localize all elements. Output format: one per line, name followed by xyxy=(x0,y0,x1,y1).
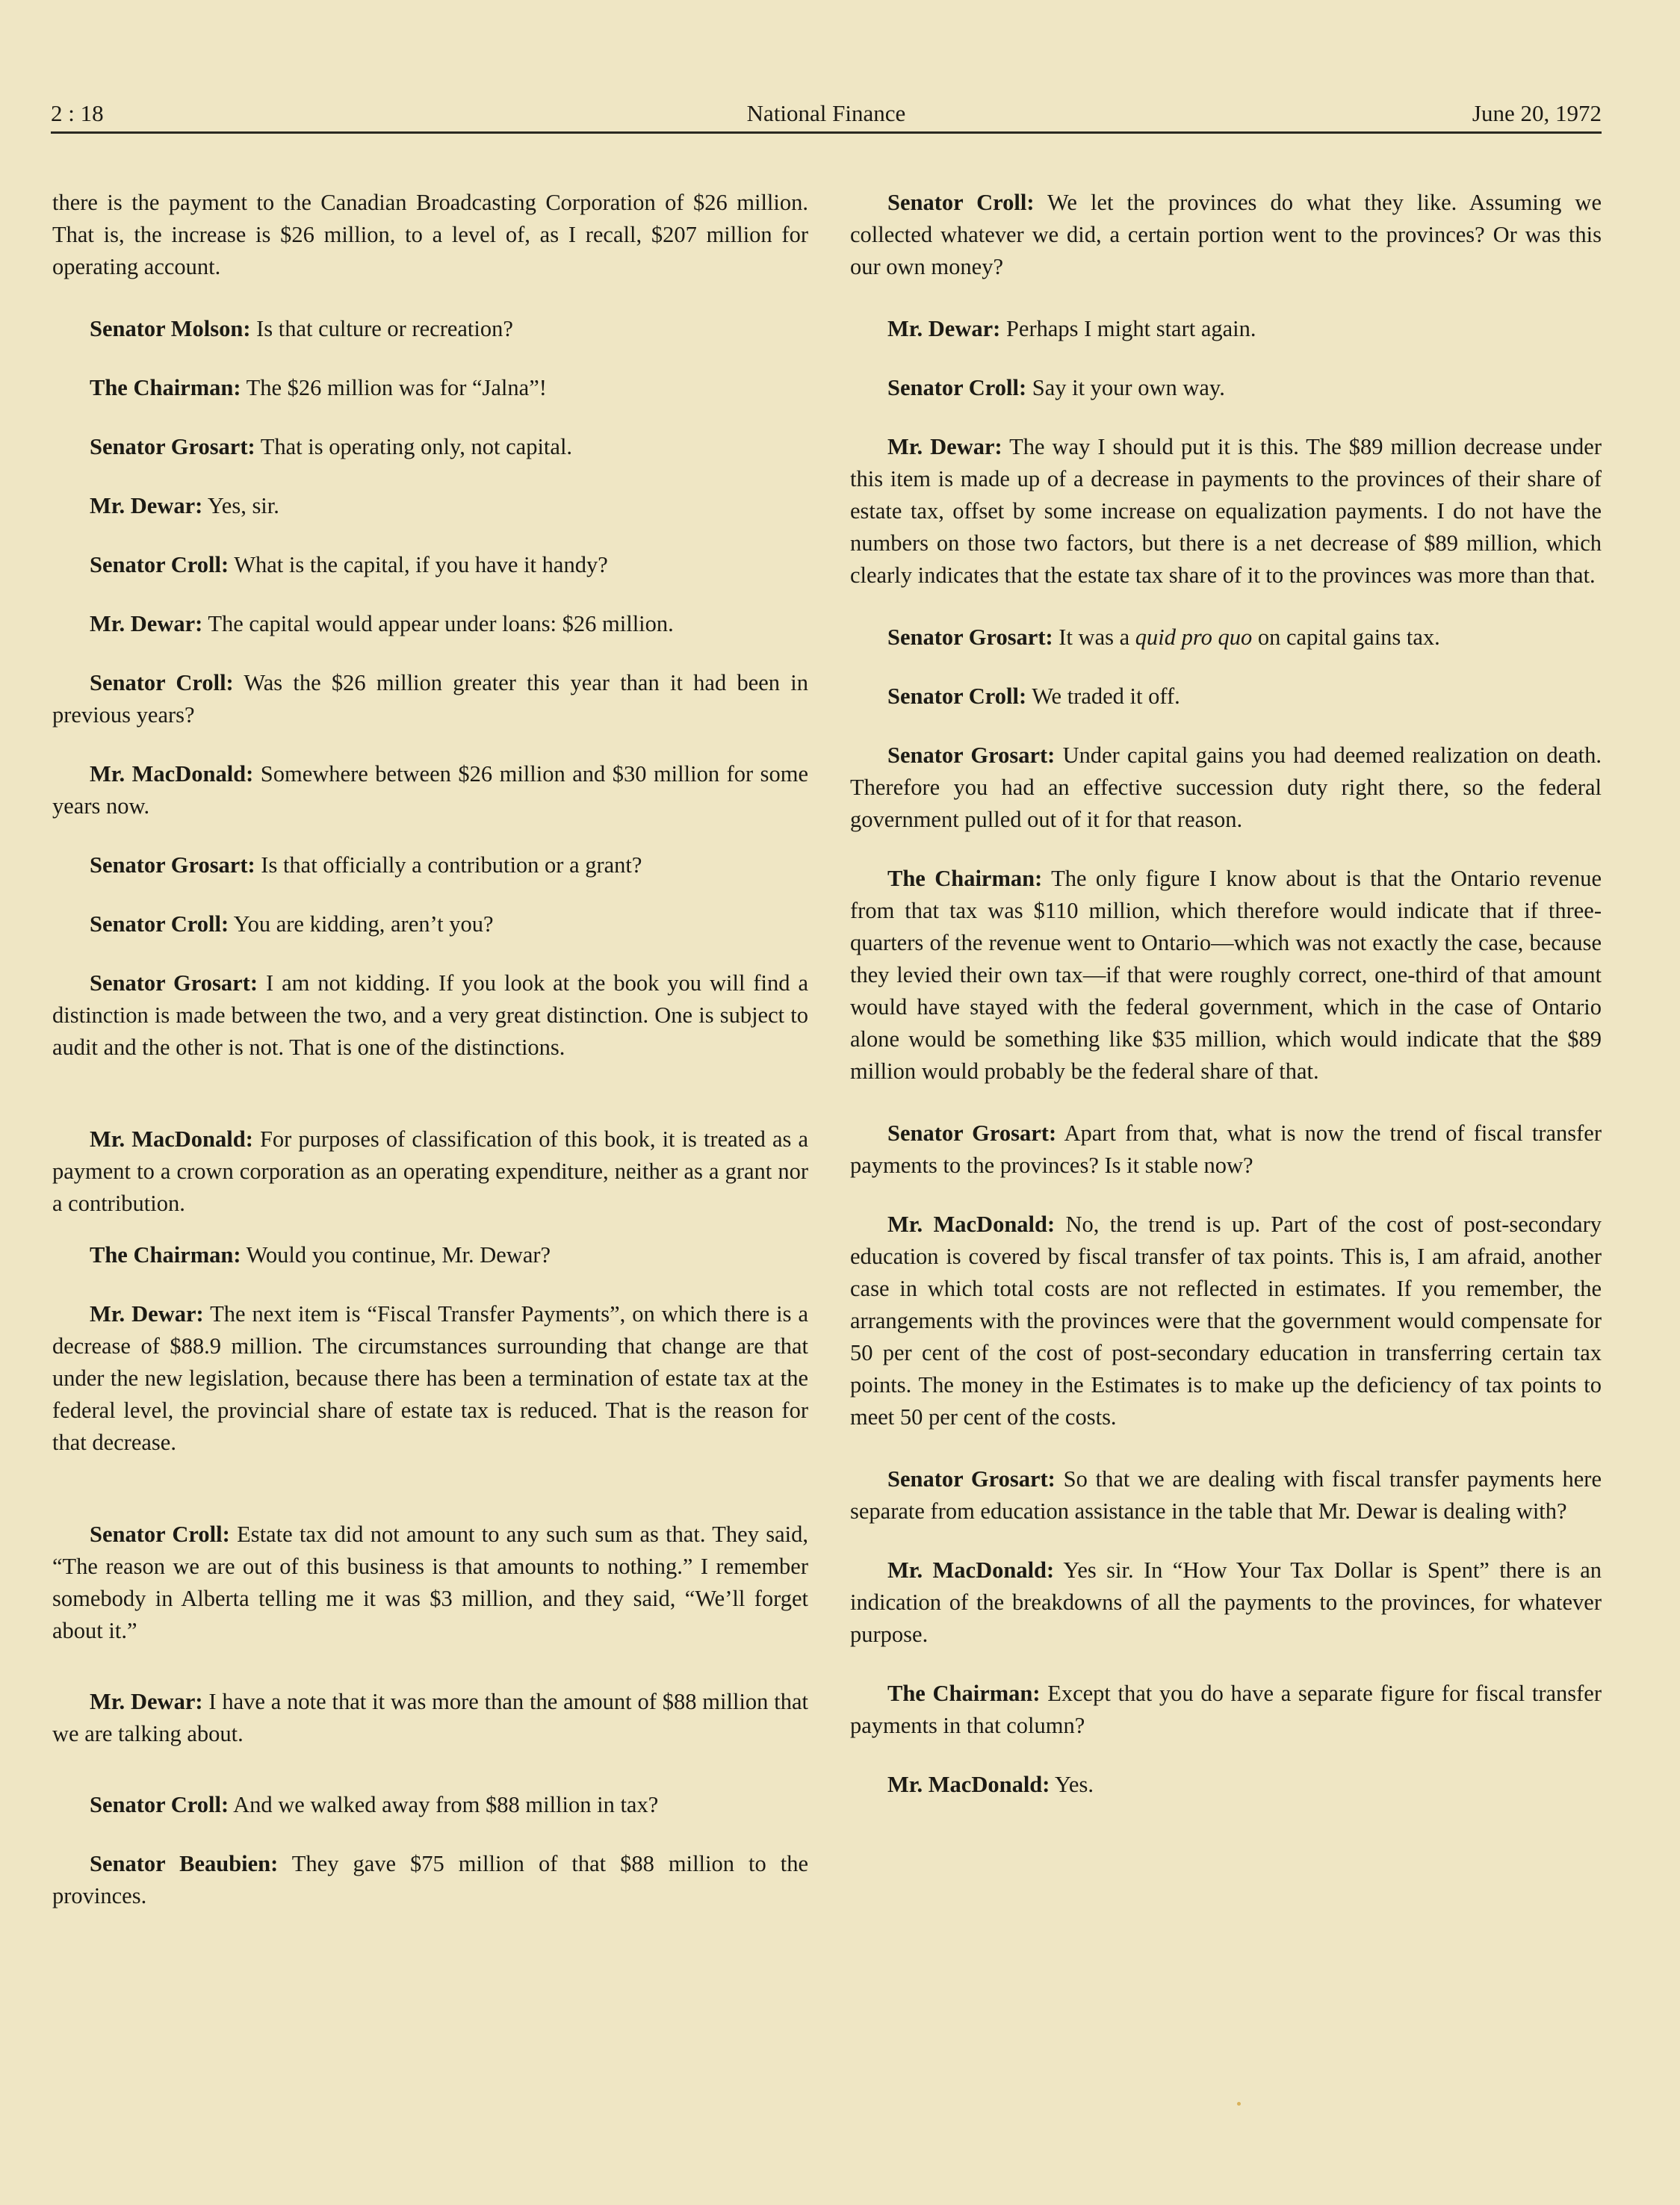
speaker-name: Mr. Dewar: xyxy=(90,1301,204,1327)
page-header xyxy=(51,99,1602,134)
paragraph xyxy=(52,1848,808,1912)
paragraph-text: Somewhere between $26 million and $30 million for some years now. xyxy=(52,761,808,819)
paragraph-text: The only figure I know about is that the Ontario revenue from that tax was $110 million, which therefore would indicate that if three-quarters of the revenue went to Ontario—which was not exactly the case, because they levied their own tax—if that were roughly correct, one-third of that amount would have stayed with the federal government, which in the case of Ontario alone would be something like $35 million, which would indicate that the $89 million would probably be the federal share of that. xyxy=(850,866,1602,1084)
left-column xyxy=(52,187,808,1912)
paragraph-text: Is that culture or recreation? xyxy=(256,316,513,341)
paragraph xyxy=(52,1298,808,1459)
paragraph xyxy=(52,908,808,940)
paragraph xyxy=(52,431,808,463)
page-number: 2 : 18 xyxy=(51,100,104,126)
paragraph-text: So that we are dealing with fiscal transfer payments here separate from education assistance in the table that Mr. Dewar is dealing with? xyxy=(850,1466,1602,1524)
speaker-name: Mr. MacDonald: xyxy=(887,1557,1055,1583)
speaker-name: Senator Croll: xyxy=(887,683,1027,709)
right-column xyxy=(850,187,1602,1801)
paragraph xyxy=(52,1686,808,1750)
italic-phrase: quid pro quo xyxy=(1135,624,1253,650)
paragraph-text: there is the payment to the Canadian Broadcasting Corporation of $26 million. That is, the increase is $26 million, to a level of, as I recall, $207 million for operating account. xyxy=(52,190,808,279)
paragraph-text: For purposes of classification of this book, it is treated as a payment to a crown corporation as an operating expenditure, neither as a grant nor a contribution. xyxy=(52,1126,808,1216)
paragraph-text: You are kidding, aren’t you? xyxy=(233,911,494,937)
paragraph xyxy=(850,372,1602,404)
paragraph-text: And we walked away from $88 million in tax? xyxy=(233,1792,659,1817)
speaker-name: Senator Croll: xyxy=(90,911,229,937)
paragraph xyxy=(850,739,1602,836)
paragraph-text: Yes, sir. xyxy=(207,493,279,518)
paragraph xyxy=(52,1239,808,1271)
paragraph-text: Yes. xyxy=(1054,1772,1094,1797)
paragraph-text: The capital would appear under loans: $26 million. xyxy=(208,611,674,636)
speaker-name: The Chairman: xyxy=(90,375,241,400)
speaker-name: The Chairman: xyxy=(90,1242,241,1268)
page-date: June 20, 1972 xyxy=(1472,100,1602,126)
paragraph xyxy=(52,549,808,581)
paragraph xyxy=(52,313,808,345)
speaker-name: Senator Croll: xyxy=(887,375,1027,400)
speaker-name: The Chairman: xyxy=(887,1681,1041,1706)
speaker-name: Senator Croll: xyxy=(90,670,234,695)
speaker-name: Senator Croll: xyxy=(90,1522,230,1547)
paragraph xyxy=(52,849,808,881)
paragraph-text: The next item is “Fiscal Transfer Payments”, on which there is a decrease of $88.9 million. The circumstances surrounding that change are that under the new legislation, because there has been a termination of estate tax at the federal level, the provincial share of estate tax is reduced. That is the reason for that decrease. xyxy=(52,1301,809,1455)
paragraph-text: That is operating only, not capital. xyxy=(260,434,573,459)
paragraph xyxy=(850,1678,1602,1742)
paragraph-text-continued: on capital gains tax. xyxy=(1257,624,1440,650)
paragraph xyxy=(52,758,808,822)
paragraph xyxy=(850,1769,1602,1801)
speaker-name: Mr. MacDonald: xyxy=(90,761,254,787)
speaker-name: The Chairman: xyxy=(887,866,1043,891)
publication-title: National Finance xyxy=(746,100,906,126)
paragraph xyxy=(52,490,808,522)
speaker-name: Senator Grosart: xyxy=(887,742,1056,768)
paragraph xyxy=(850,863,1602,1088)
paragraph-text: What is the capital, if you have it handy? xyxy=(234,552,608,577)
paragraph xyxy=(52,1123,808,1220)
speaker-name: Senator Grosart: xyxy=(90,970,258,996)
paragraph xyxy=(850,621,1602,654)
paragraph-text: The $26 million was for “Jalna”! xyxy=(246,375,547,400)
speaker-name: Mr. MacDonald: xyxy=(90,1126,253,1152)
paragraph-text: Was the $26 million greater this year than it had been in previous years? xyxy=(52,670,808,728)
paragraph-text: The way I should put it is this. The $89 million decrease under this item is made up of a decrease in payments to the provinces of their share of estate tax, offset by some increase on equalization payments. I do not have the numbers on those two factors, but there is a net decrease of $89 million, which clearly indicates that the estate tax share of it to the provinces was more than that. xyxy=(850,434,1602,588)
speaker-name: Mr. MacDonald: xyxy=(887,1772,1050,1797)
speaker-name: Senator Croll: xyxy=(90,1792,229,1817)
paragraph xyxy=(850,1554,1602,1651)
paragraph-text: Under capital gains you had deemed realization on death. Therefore you had an effective succession duty right there, so the federal government pulled out of it for that reason. xyxy=(850,742,1602,832)
speaker-name: Mr. Dewar: xyxy=(887,434,1002,459)
speaker-name: Senator Grosart: xyxy=(887,1466,1056,1492)
speaker-name: Senator Grosart: xyxy=(887,1120,1057,1146)
paragraph-text: We let the provinces do what they like. Assuming we collected whatever we did, a certain portion went to the provinces? Or was this our own money? xyxy=(850,190,1602,279)
paragraph xyxy=(52,608,808,640)
paragraph-text: Yes sir. In “How Your Tax Dollar is Spent” there is an indication of the breakdowns of all the payments to the provinces, for whatever purpose. xyxy=(850,1557,1602,1647)
paragraph-text: Would you continue, Mr. Dewar? xyxy=(246,1242,551,1268)
paragraph-text: No, the trend is up. Part of the cost of post-secondary education is covered by fiscal transfer of tax points. This is, I am afraid, another case in which total costs are not reflected in estimates. If you remember, the arrangements with the provinces were that the government would compensate for 50 per cent of the cost of post-secondary education in transferring certain tax points. The money in the Estimates is to make up the deficiency of tax points to meet 50 per cent of the costs. xyxy=(850,1212,1602,1430)
paragraph xyxy=(850,313,1602,345)
paragraph xyxy=(52,1519,808,1647)
paragraph-text: They gave $75 million of that $88 million to the provinces. xyxy=(52,1851,809,1908)
speaker-name: Senator Grosart: xyxy=(90,852,255,878)
paragraph xyxy=(850,187,1602,283)
speaker-name: Senator Croll: xyxy=(90,552,229,577)
speaker-name: Mr. MacDonald: xyxy=(887,1212,1056,1237)
paragraph xyxy=(850,680,1602,713)
paragraph xyxy=(850,1209,1602,1433)
paragraph xyxy=(52,667,808,731)
paragraph xyxy=(850,1117,1602,1182)
speaker-name: Mr. Dewar: xyxy=(90,493,203,518)
paper-speck xyxy=(1237,2102,1241,2106)
speaker-name: Senator Croll: xyxy=(887,190,1035,215)
paragraph-text: I am not kidding. If you look at the book you will find a distinction is made between the two, and a very great distinction. One is subject to audit and the other is not. That is one of the distinctions. xyxy=(52,970,809,1060)
paragraph xyxy=(52,372,808,404)
paragraph-text: Is that officially a contribution or a grant? xyxy=(261,852,642,878)
paragraph xyxy=(52,1789,808,1821)
speaker-name: Senator Grosart: xyxy=(90,434,255,459)
paragraph xyxy=(52,967,808,1064)
paragraph-text: Perhaps I might start again. xyxy=(1005,316,1256,341)
paragraph-text: Except that you do have a separate figure for fiscal transfer payments in that column? xyxy=(850,1681,1602,1738)
speaker-name: Mr. Dewar: xyxy=(90,611,203,636)
paragraph-text: Apart from that, what is now the trend of fiscal transfer payments to the provinces? Is it stable now? xyxy=(850,1120,1602,1178)
paragraph-text: I have a note that it was more than the amount of $88 million that we are talking about. xyxy=(52,1689,808,1746)
speaker-name: Senator Molson: xyxy=(90,316,251,341)
paragraph xyxy=(850,1463,1602,1528)
paragraph xyxy=(850,431,1602,592)
speaker-name: Mr. Dewar: xyxy=(887,316,1001,341)
speaker-name: Mr. Dewar: xyxy=(90,1689,203,1714)
speaker-name: Senator Grosart: xyxy=(887,624,1053,650)
paragraph xyxy=(52,187,808,283)
paragraph-text: It was a xyxy=(1058,624,1130,650)
paragraph-text: Estate tax did not amount to any such sum as that. They said, “The reason we are out of this business is that amounts to nothing.” I remember somebody in Alberta telling me it was $3 million, and they said, “We’ll forget about it.” xyxy=(52,1522,808,1643)
paragraph-text: We traded it off. xyxy=(1032,683,1180,709)
speaker-name: Senator Beaubien: xyxy=(90,1851,279,1876)
paragraph-text: Say it your own way. xyxy=(1032,375,1225,400)
